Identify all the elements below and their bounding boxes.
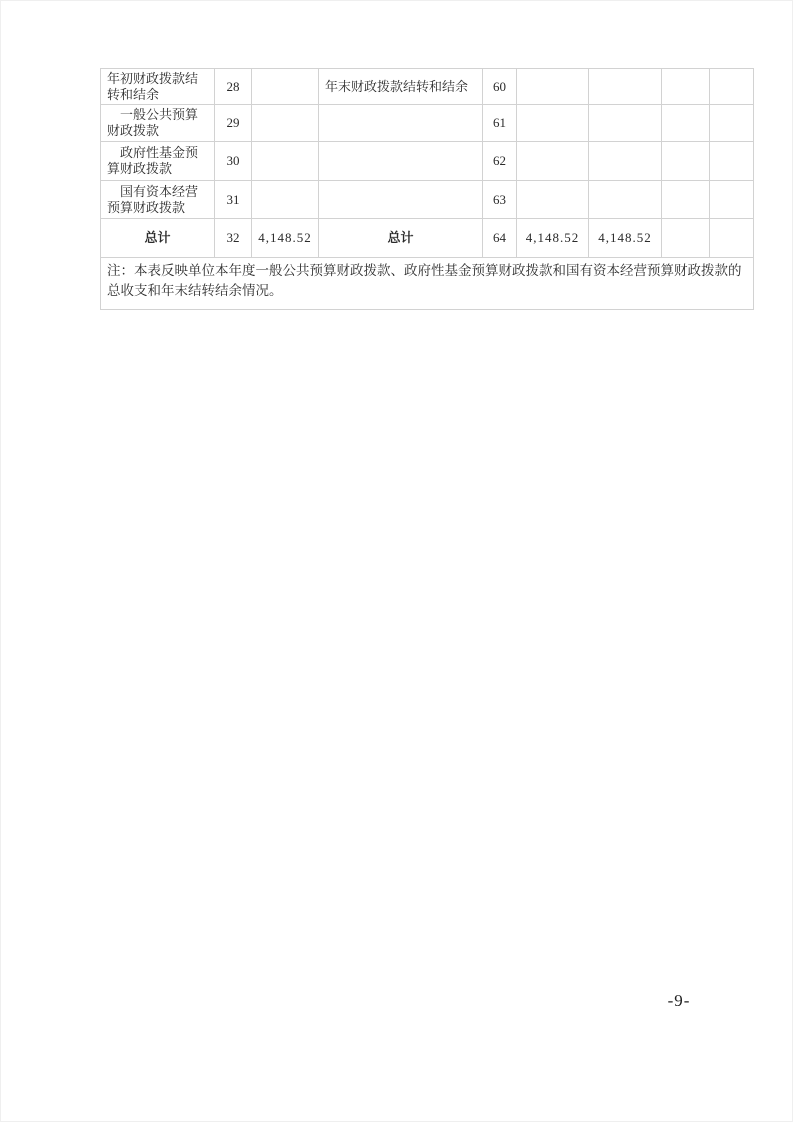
fiscal-appropriation-summary-table (100, 68, 754, 310)
amount-cell (252, 142, 319, 181)
empty-cell (662, 105, 710, 142)
table-row (101, 105, 754, 142)
empty-cell (662, 219, 710, 258)
item-name-cell: 政府性基金预算财政拨款 (101, 142, 215, 181)
empty-cell (710, 181, 754, 219)
empty-cell (710, 142, 754, 181)
line-number-cell: 60 (483, 69, 517, 105)
amount-cell (517, 181, 589, 219)
item-name-cell (319, 181, 483, 219)
amount-cell (517, 69, 589, 105)
table-note-row (101, 258, 754, 310)
empty-cell (662, 69, 710, 105)
table-row-total (101, 219, 754, 258)
empty-cell (710, 105, 754, 142)
line-number-cell: 31 (215, 181, 252, 219)
table-row (101, 142, 754, 181)
empty-cell (710, 219, 754, 258)
amount-cell (252, 105, 319, 142)
item-name-cell: 年初财政拨款结转和结余 (101, 69, 215, 105)
empty-cell (662, 142, 710, 181)
table-row (101, 181, 754, 219)
amount-cell (252, 69, 319, 105)
item-name-cell (319, 105, 483, 142)
total-label-cell: 总计 (101, 219, 215, 258)
item-name-cell (319, 142, 483, 181)
item-name-cell: 国有资本经营预算财政拨款 (101, 181, 215, 219)
total-amount-cell: 4,148.52 (252, 219, 319, 258)
page-number: -9- (667, 991, 691, 1010)
total-label-cell: 总计 (319, 219, 483, 258)
item-name-cell: 一般公共预算财政拨款 (101, 105, 215, 142)
amount-cell (589, 69, 662, 105)
amount-cell (589, 105, 662, 142)
amount-cell (589, 181, 662, 219)
table-note-cell: 注：本表反映单位本年度一般公共预算财政拨款、政府性基金预算财政拨款和国有资本经营预算财政拨款的总收支和年末结转结余情况。 (101, 258, 754, 310)
amount-cell (252, 181, 319, 219)
table-row (101, 69, 754, 105)
line-number-cell: 32 (215, 219, 252, 258)
line-number-cell: 62 (483, 142, 517, 181)
line-number-cell: 64 (483, 219, 517, 258)
total-amount-cell: 4,148.52 (517, 219, 589, 258)
total-amount-cell: 4,148.52 (589, 219, 662, 258)
line-number-cell: 61 (483, 105, 517, 142)
amount-cell (589, 142, 662, 181)
amount-cell (517, 142, 589, 181)
empty-cell (710, 69, 754, 105)
empty-cell (662, 181, 710, 219)
line-number-cell: 30 (215, 142, 252, 181)
line-number-cell: 29 (215, 105, 252, 142)
amount-cell (517, 105, 589, 142)
line-number-cell: 28 (215, 69, 252, 105)
item-name-cell: 年末财政拨款结转和结余 (319, 69, 483, 105)
line-number-cell: 63 (483, 181, 517, 219)
